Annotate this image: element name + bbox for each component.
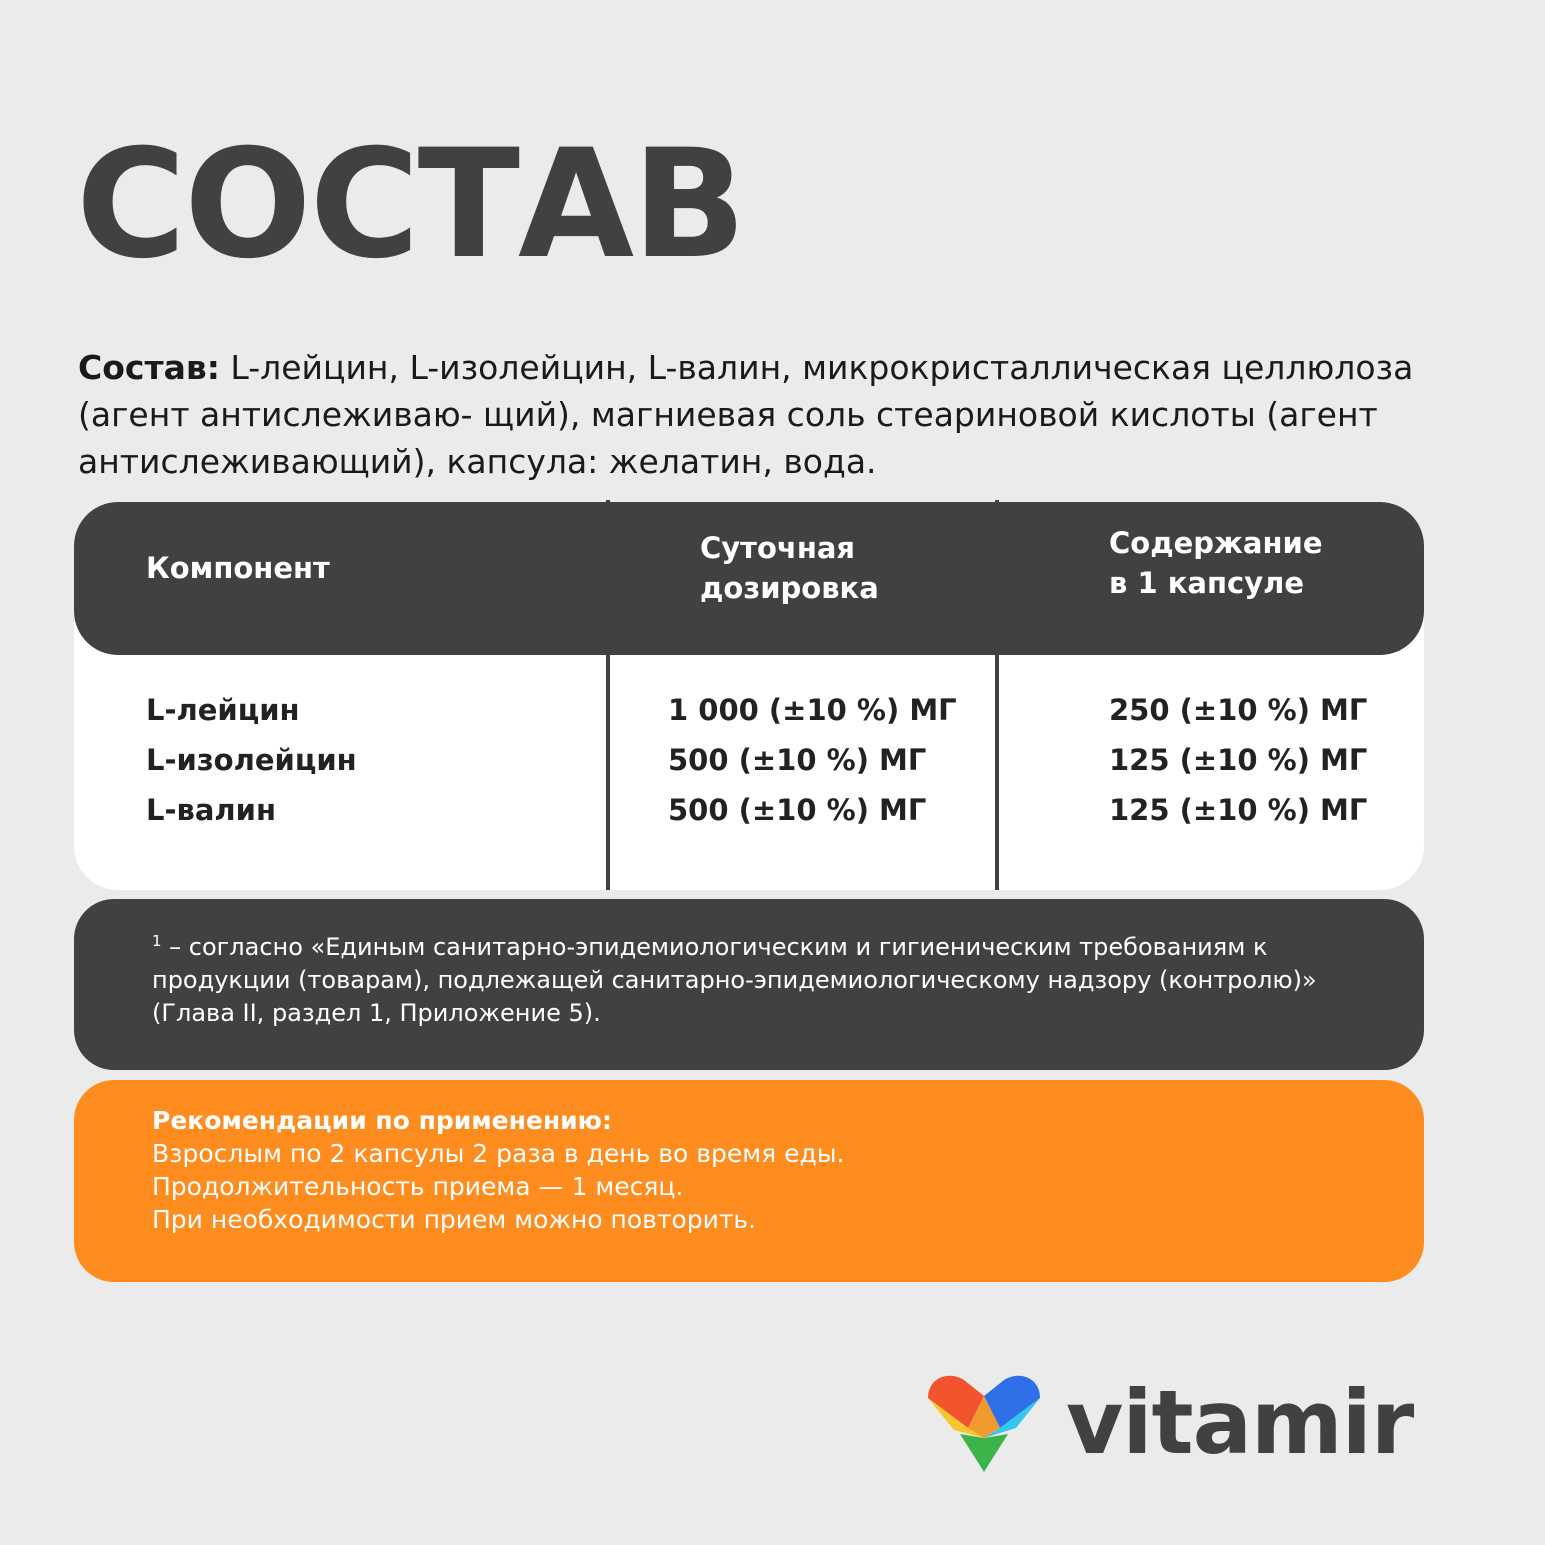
header-daily-dose: Суточная дозировка — [700, 531, 879, 605]
recommendation-line: Продолжительность приема — 1 месяц. — [152, 1172, 684, 1201]
brand-name: vitamir — [1066, 1371, 1414, 1474]
header-component: Компонент — [146, 551, 330, 585]
column-components — [146, 685, 357, 835]
table-divider — [606, 500, 610, 890]
recommendation-line: При необходимости прием можно повторить. — [152, 1205, 757, 1234]
column-capsule — [1109, 685, 1367, 835]
page-title: СОСТАВ — [76, 118, 745, 292]
composition-ingredients: L-лейцин, L-изолейцин, L-валин, микрокристаллическая целлюлоза (агент антислеживаю- щий), магниевая соль стеариновой кислоты (агент антислеживающий), капсула: желатин, вода. — [78, 348, 1414, 481]
table-cell: L-валин — [146, 793, 277, 827]
recommendations-box — [74, 1080, 1424, 1282]
table-cell: 125 (±10 %) МГ — [1109, 743, 1368, 777]
table-cell: 500 (±10 %) МГ — [668, 743, 927, 777]
vitamir-heart-logo-icon — [924, 1368, 1044, 1478]
recommendations-title: Рекомендации по применению: — [152, 1106, 612, 1135]
recommendations-text — [152, 1104, 1382, 1236]
composition-table — [74, 502, 1424, 890]
footnote-marker: 1 — [152, 932, 162, 950]
header-capsule-content: Содержание в 1 капсуле — [1109, 526, 1323, 600]
table-cell: 250 (±10 %) МГ — [1109, 693, 1368, 727]
composition-text — [78, 344, 1458, 485]
brand-logo — [924, 1368, 1424, 1478]
table-cell: 500 (±10 %) МГ — [668, 793, 927, 827]
table-cell: L-лейцин — [146, 693, 300, 727]
table-cell: L-изолейцин — [146, 743, 357, 777]
table-divider — [995, 500, 999, 890]
footnote-box — [74, 899, 1424, 1070]
footnote-text: $^1$ – согласно «Единым санитарно-эпидемиологическим и гигиеническим требованиям к продукции (товарам), подлежащей санитарно-эпидемиологическому надзору (контролю)» (Глава II, раздел 1, Приложение 5). — [152, 932, 1317, 1027]
recommendation-line: Взрослым по 2 капсулы 2 раза в день во время еды. — [152, 1139, 845, 1168]
column-daily — [668, 685, 957, 835]
table-cell: 1 000 (±10 %) МГ — [668, 693, 957, 727]
table-cell: 125 (±10 %) МГ — [1109, 793, 1368, 827]
composition-label: Состав: — [78, 348, 220, 387]
